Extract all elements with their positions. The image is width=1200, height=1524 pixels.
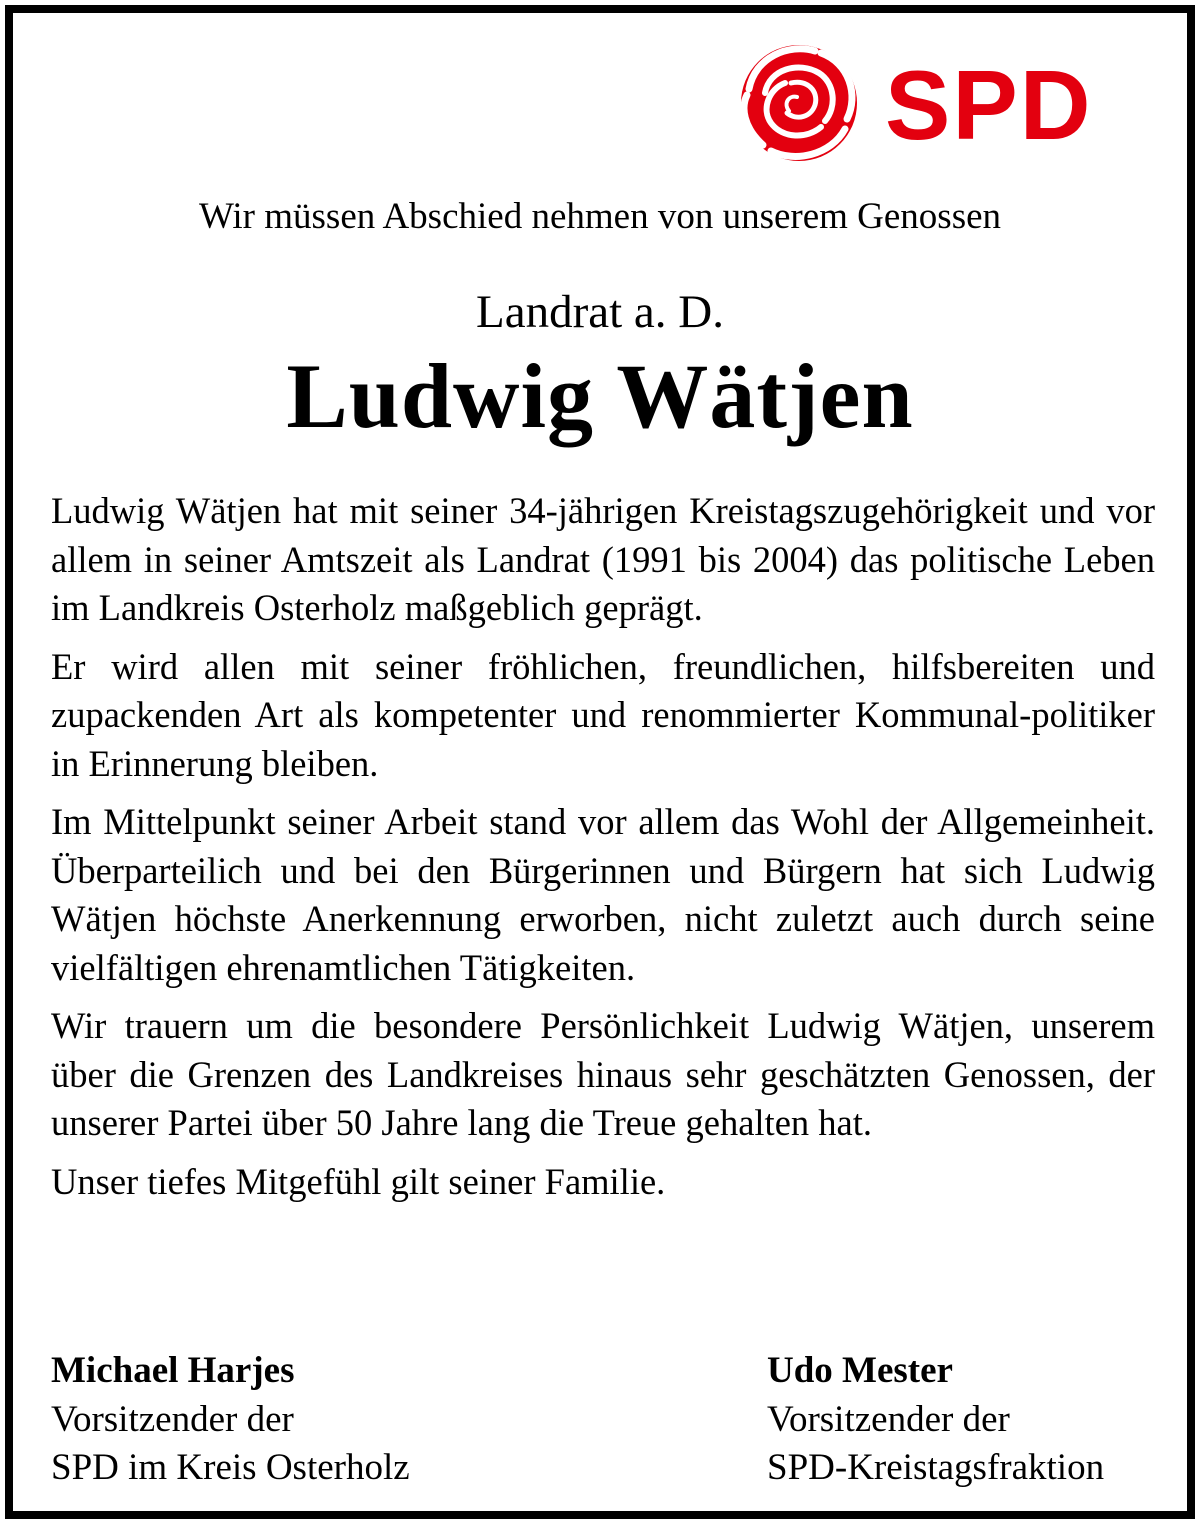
paragraph: Unser tiefes Mitgefühl gilt seiner Familie. — [51, 1160, 666, 1202]
paragraph: Wir trauern um die besondere Persönlichkeit Ludwig Wätjen, unserem über die Grenzen des Landkreises hinaus sehr geschätzten Genossen, der unserer Partei über 50 Jahre lang die Treue gehalten hat. — [51, 1005, 1155, 1143]
spd-wordmark: SPD — [885, 50, 1093, 160]
signatory-name: Udo Mester — [767, 1350, 953, 1391]
paragraph: Im Mittelpunkt seiner Arbeit stand vor allem das Wohl der Allgemeinheit. Überparteilich und bei den Bürgerinnen und Bürgern hat sich Ludwig Wätjen höchste Anerkennung erworben, nicht zuletzt auch durch seine vielfältigen ehrenamtlichen Tätigkeiten. — [51, 801, 1155, 988]
paragraph: Ludwig Wätjen hat mit seiner 34-jährigen Kreistagszugehörigkeit und vor allem in seiner Amtszeit als Landrat (1991 bis 2004) das politische Leben im Landkreis Osterholz maßgeblich geprägt. — [51, 490, 1155, 628]
deceased-title: Landrat a. D. — [476, 286, 724, 338]
signatory-role: Vorsitzender der — [51, 1398, 294, 1440]
signatory-organization: SPD-Kreistagsfraktion — [767, 1447, 1105, 1488]
intro-line: Wir müssen Abschied nehmen von unserem Genossen — [198, 196, 1002, 237]
signatory-role: Vorsitzender der — [767, 1398, 1010, 1440]
spd-logo — [722, 39, 1132, 167]
obituary-text — [51, 487, 1155, 1216]
paragraph: Er wird allen mit seiner fröhlichen, freundlichen, hilfsbereiten und zupackenden Art als kompetenter und renommierter Kommunal-politiker in Erinnerung bleiben. — [51, 645, 1155, 784]
signatory-organization: SPD im Kreis Osterholz — [51, 1447, 410, 1488]
rose-icon — [741, 45, 857, 161]
deceased-name: Ludwig Wätjen — [286, 345, 914, 447]
obituary-frame — [5, 5, 1195, 1519]
signature-block-left — [51, 1347, 410, 1493]
signatory-name: Michael Harjes — [51, 1350, 295, 1391]
signature-block-right — [767, 1347, 1104, 1493]
